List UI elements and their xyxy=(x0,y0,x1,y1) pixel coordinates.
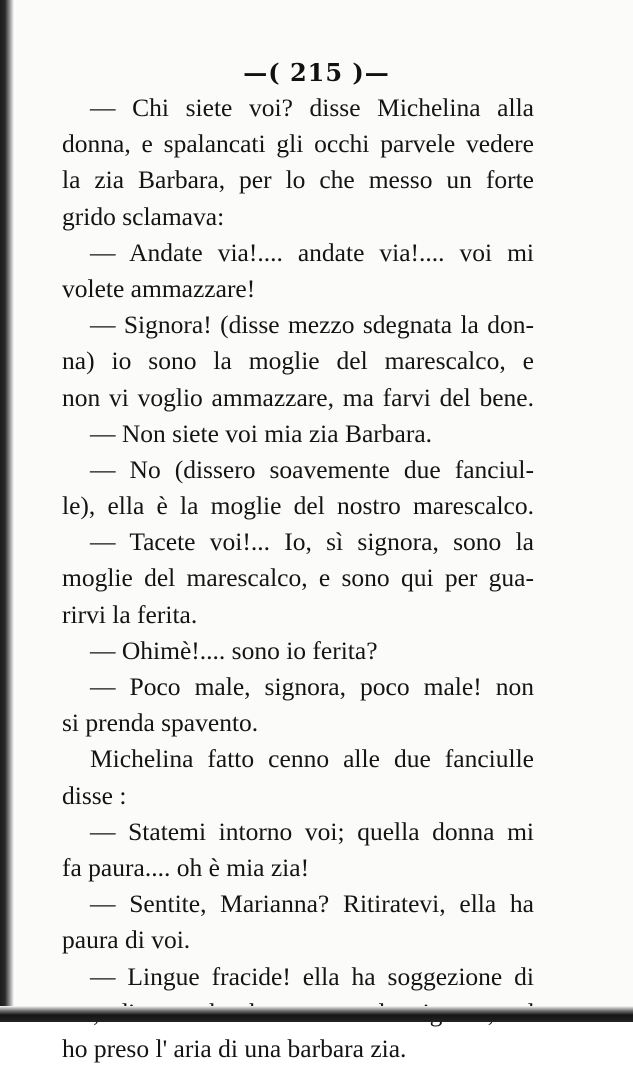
text-line: rirvi la ferita. xyxy=(62,599,198,629)
text-line: volete ammazzare! xyxy=(62,273,256,303)
text-line: disse : xyxy=(62,780,127,810)
page-number: —( 215 )— xyxy=(243,58,390,87)
text-line: moglie del marescalco, e sono qui per gua- xyxy=(62,563,534,593)
text-line: paura di voi. xyxy=(62,925,191,955)
text-line: — Ohimè!.... sono io ferita? xyxy=(90,635,378,665)
text-line: donna, e spalancati gli occhi parvele vedere xyxy=(62,129,534,159)
text-line: fa paura.... oh è mia zia! xyxy=(62,852,310,882)
body-text xyxy=(62,90,534,1067)
text-line: non vi voglio ammazzare, ma farvi del bene. xyxy=(62,382,534,412)
text-line: — No (dissero soavemente due fanciul- xyxy=(90,454,534,484)
text-line: — Signora! (disse mezzo sdegnata la don- xyxy=(90,310,534,340)
text-line: — Sentite, Marianna? Ritiratevi, ella ha xyxy=(90,889,534,919)
text-line: ho preso l' aria di una barbara zia. xyxy=(62,1033,407,1063)
page-binding-shadow xyxy=(0,0,14,1022)
text-line: — Lingue fracide! ella ha soggezione di xyxy=(90,961,534,991)
text-line: Michelina fatto cenno alle due fanciulle xyxy=(90,744,534,774)
text-line: — Non siete voi mia zia Barbara. xyxy=(90,418,433,448)
text-line: grido sclamava: xyxy=(62,201,225,231)
text-line: — Statemi intorno voi; quella donna mi xyxy=(90,816,534,846)
text-line: — Poco male, signora, poco male! non xyxy=(90,672,534,701)
text-line: la zia Barbara, per lo che messo un forte xyxy=(62,165,534,195)
page-bottom-shadow xyxy=(0,1006,633,1022)
text-line: — Tacete voi!... Io, sì signora, sono la xyxy=(90,527,534,557)
text-line: le), ella è la moglie del nostro marescalco. xyxy=(62,491,534,521)
text-line: na) io sono la moglie del marescalco, e xyxy=(62,346,534,376)
text-line: — Chi siete voi? disse Michelina alla xyxy=(90,93,534,122)
text-line: — Andate via!.... andate via!.... voi mi xyxy=(90,237,534,267)
text-line: si prenda spavento. xyxy=(62,708,259,738)
